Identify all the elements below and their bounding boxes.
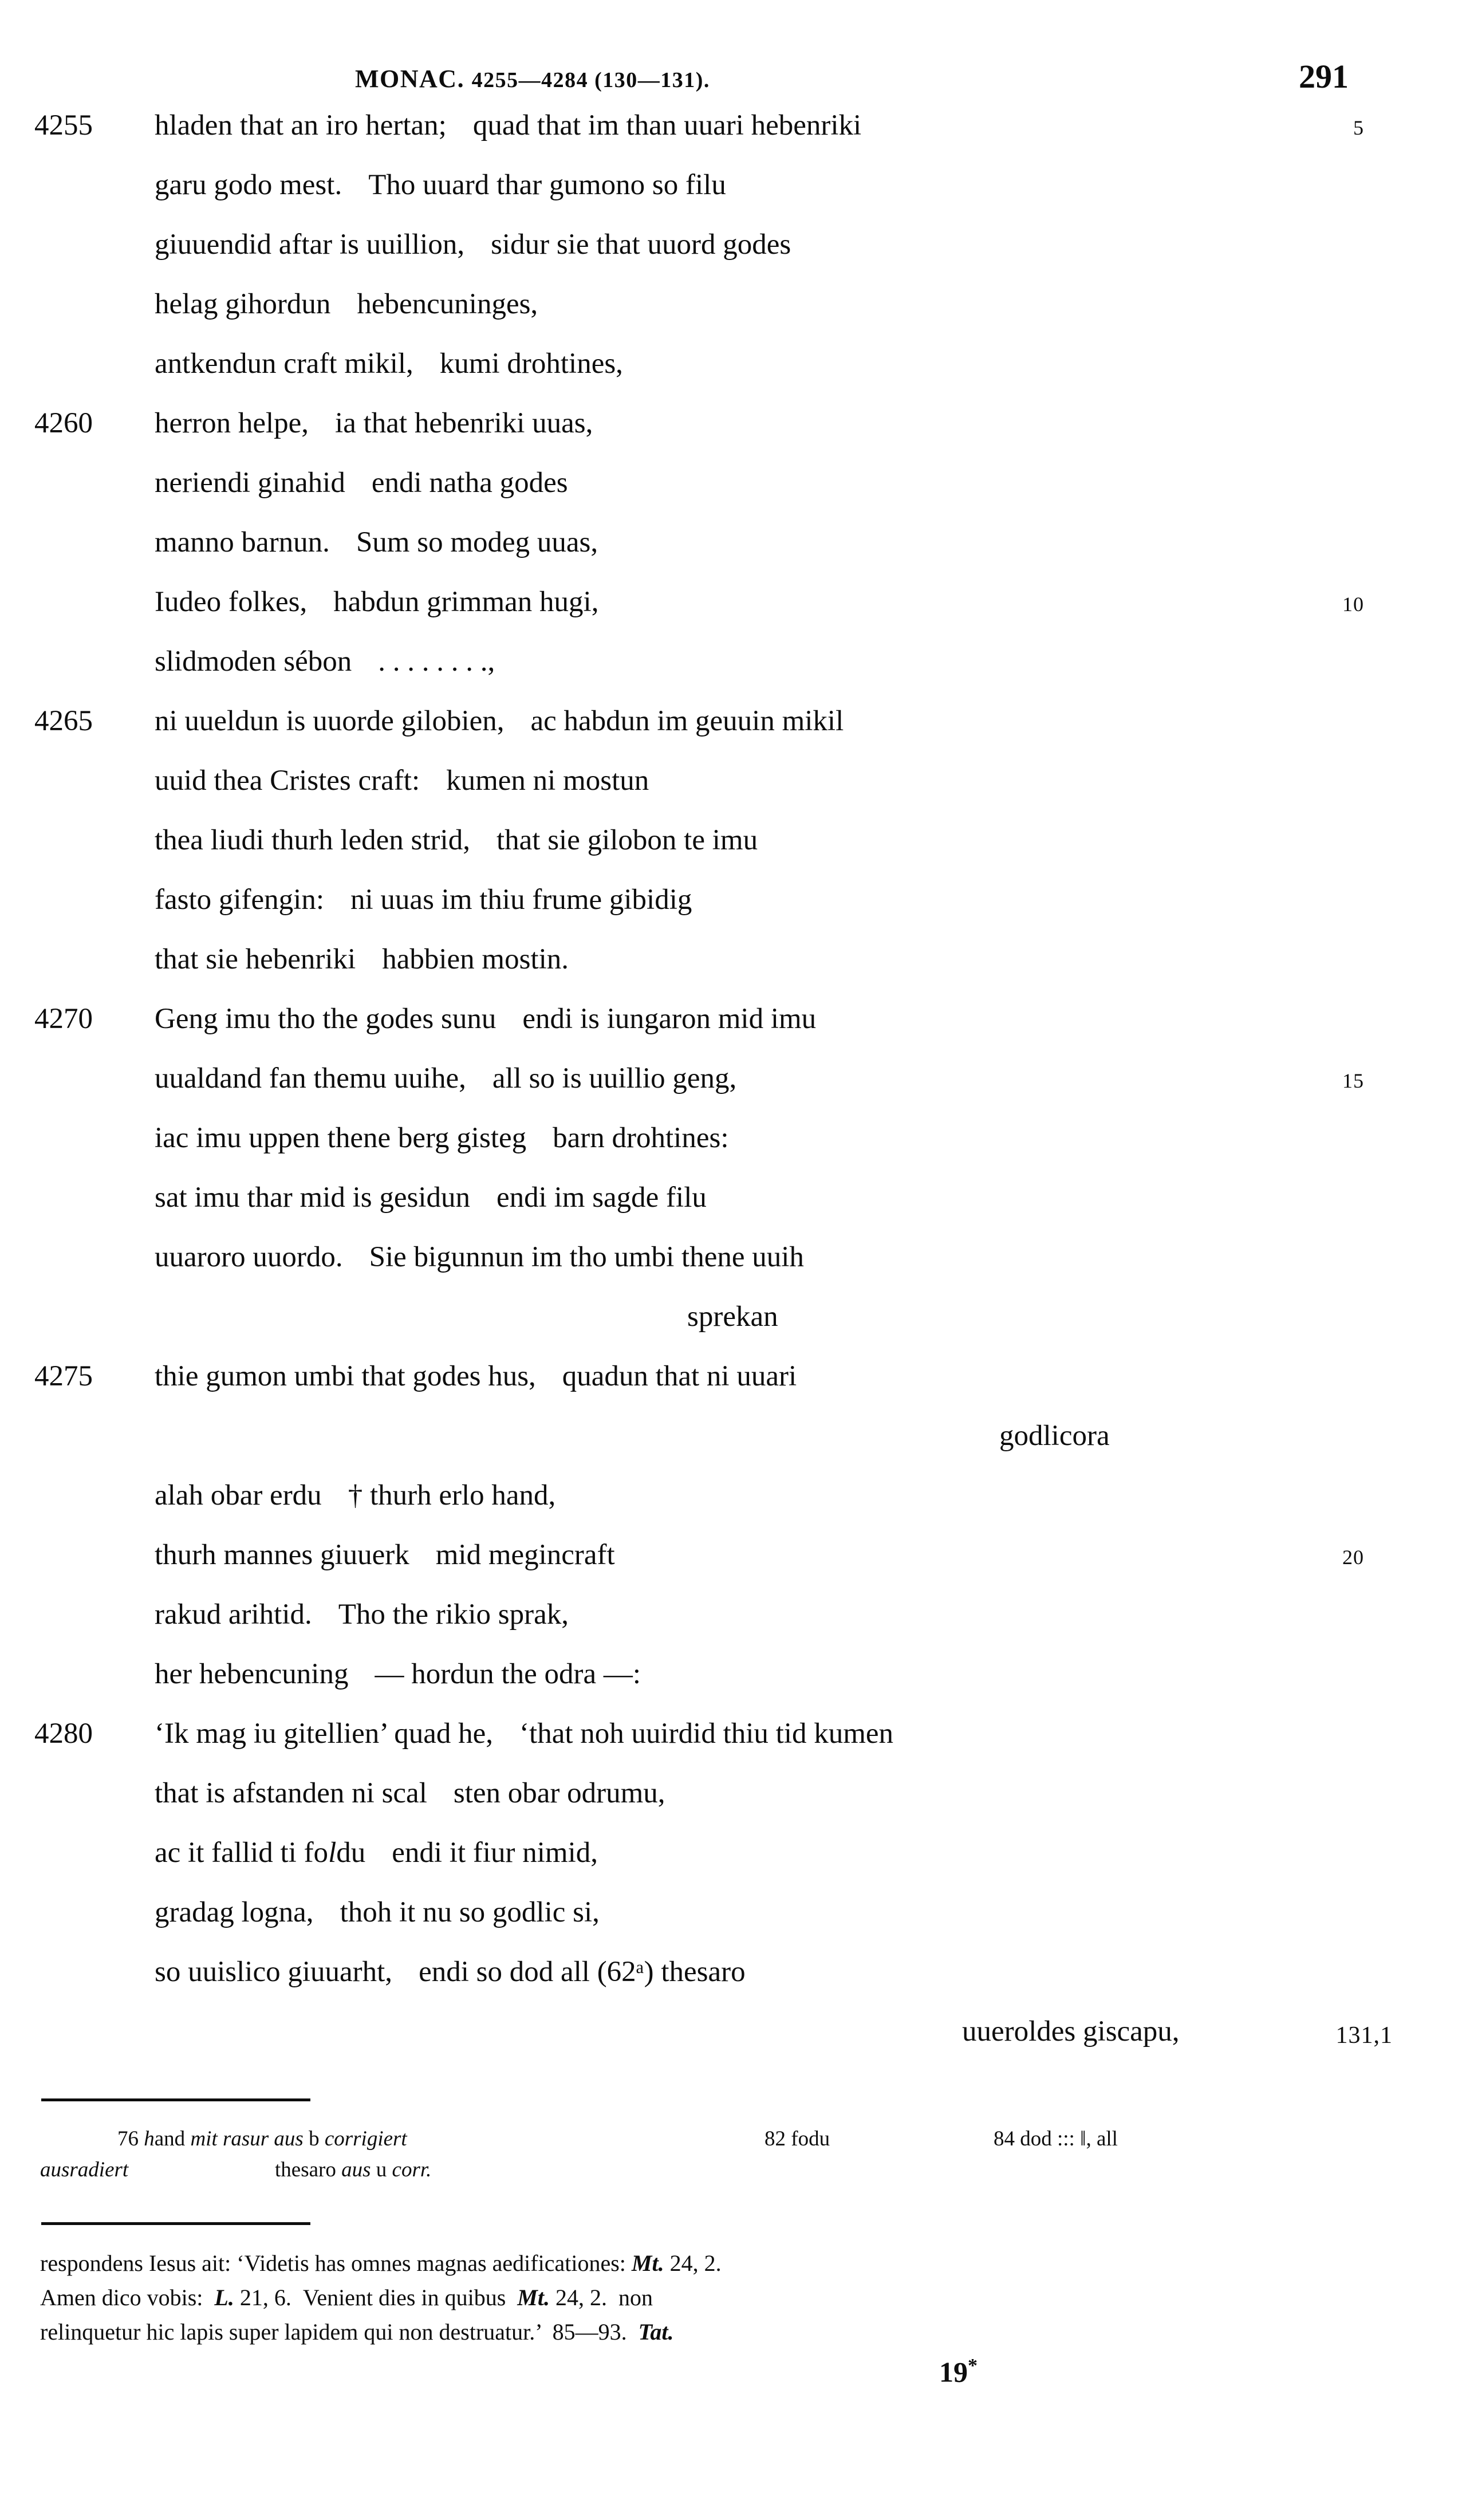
- verse-line-text: [155, 1121, 729, 1155]
- marginal-line-number: 20: [1342, 1546, 1364, 1569]
- verse-line: [0, 1657, 1466, 1717]
- apparatus-linenum: 76: [117, 2127, 139, 2151]
- latin-text: relinquetur hic lapis super lapidem qui non destruatur.’: [40, 2319, 541, 2345]
- verse-line: [0, 645, 1466, 704]
- verse-halfline-b: . . . . . . . .,: [378, 645, 495, 678]
- verse-halfline-b: all so is uuillio geng,: [492, 1062, 737, 1094]
- verse-halfline-b: ia that hebenriki uuas,: [335, 407, 593, 439]
- verse-line: [0, 824, 1466, 883]
- apparatus-entry-84: [994, 2124, 1118, 2155]
- verse-line: [0, 526, 1466, 585]
- verse-halfline-b: that sie gilobon te imu: [496, 824, 758, 856]
- apparatus-letter: u: [376, 2158, 387, 2182]
- verse-halfline-b: — hordun the odra —:: [375, 1658, 641, 1690]
- apparatus-letter: b: [309, 2127, 320, 2151]
- running-head-title-range: 4255—4284 (130—131).: [471, 68, 710, 92]
- verse-line: [0, 1241, 1466, 1300]
- verse-halfline-a: hladen that an iro hertan;: [155, 109, 447, 141]
- verse-line: [0, 407, 1466, 466]
- apparatus-entry-76: [117, 2124, 407, 2155]
- verse-line-text: [155, 1241, 804, 1274]
- latin-text: Amen dico vobis:: [40, 2285, 203, 2310]
- verse-line-text: [155, 585, 598, 619]
- latin-reference: 24, 2.: [555, 2285, 607, 2310]
- apparatus-gloss: ausradiert: [40, 2158, 129, 2182]
- verse-line: [0, 1479, 1466, 1538]
- latin-line: [0, 2281, 1466, 2315]
- verse-halfline-b: godlicora: [999, 1420, 1110, 1452]
- latin-sigla: Mt.: [517, 2285, 550, 2310]
- verse-halfline-a: garu godo mest.: [155, 169, 342, 201]
- verse-line: [0, 1836, 1466, 1896]
- verse-line: [0, 764, 1466, 824]
- verse-halfline-a: that sie hebenriki: [155, 943, 356, 975]
- verse-line-text: [155, 704, 844, 738]
- apparatus-gloss: corrigiert: [324, 2127, 407, 2151]
- latin-text: respondens Iesus ait: ‘Videtis has omnes magnas aedificationes:: [40, 2250, 626, 2276]
- verse-halfline-a: herron helpe,: [155, 407, 309, 439]
- apparatus-linenum: 82: [764, 2127, 786, 2151]
- verse-halfline-a: slidmoden sébon: [155, 645, 352, 678]
- verse-halfline-b: habdun grimman hugi,: [333, 586, 599, 618]
- latin-sigla: Tat.: [638, 2319, 674, 2345]
- verse-line-text: [155, 1717, 893, 1750]
- apparatus-gloss: aus: [341, 2158, 371, 2182]
- verse-line-number: 4275: [34, 1360, 93, 1392]
- verse-line: [0, 1598, 1466, 1657]
- verse-line-text: [155, 883, 692, 916]
- verse-line: [0, 2015, 1466, 2074]
- verse-line-text: [155, 764, 649, 797]
- verse-halfline-a: uualdand fan themu uuihe,: [155, 1062, 466, 1094]
- verse-halfline-a: helag gihordun: [155, 288, 331, 320]
- marginal-line-number: 15: [1342, 1069, 1364, 1092]
- apparatus-rule: [41, 2098, 310, 2101]
- verse-halfline-b: endi it fiur nimid,: [392, 1837, 598, 1869]
- verse-halfline-b: endi so dod all (62ᵃ) thesaro: [419, 1956, 746, 1988]
- verse-line-text: [155, 466, 568, 499]
- verse-line-text: [155, 168, 726, 202]
- verse-line-number: 4270: [34, 1003, 93, 1035]
- verse-line: [0, 1002, 1466, 1062]
- verse-line: [0, 1777, 1466, 1836]
- latin-source-apparatus: [0, 2246, 1466, 2349]
- verse-halfline-b: ‘that noh uuirdid thiu tid kumen: [519, 1718, 894, 1750]
- verse-line-text: [962, 2015, 1180, 2048]
- verse-line: [0, 704, 1466, 764]
- verse-line-text: [155, 1062, 736, 1095]
- verse-halfline-a: rakud arihtid.: [155, 1598, 312, 1631]
- verse-halfline-a: gradag logna,: [155, 1896, 314, 1928]
- apparatus-entry-thesaro: [275, 2155, 431, 2186]
- latin-reference: 24, 2.: [669, 2250, 722, 2276]
- verse-line: [0, 883, 1466, 943]
- running-head: [0, 0, 1466, 95]
- verse-line-text: [155, 1538, 615, 1572]
- verse-block: [0, 109, 1466, 2074]
- signature-number: 19: [939, 2356, 968, 2388]
- verse-line-text: [155, 1896, 600, 1929]
- apparatus-word: thesaro: [275, 2158, 336, 2182]
- verse-line-text: [155, 1002, 816, 1035]
- verse-line-text: [155, 1657, 641, 1691]
- verse-line: [0, 1062, 1466, 1121]
- verse-halfline-a: manno barnun.: [155, 526, 330, 558]
- verse-halfline-b: thoh it nu so godlic si,: [340, 1896, 600, 1928]
- verse-halfline-b: kumen ni mostun: [446, 765, 649, 797]
- latin-text: non: [618, 2285, 653, 2310]
- verse-halfline-b: endi im sagde filu: [496, 1182, 707, 1214]
- verse-halfline-b: endi is iungaron mid imu: [522, 1003, 817, 1035]
- verse-line: [0, 168, 1466, 228]
- verse-line-text: [155, 645, 495, 678]
- verse-halfline-b: quad that im than uuari hebenriki: [472, 109, 862, 141]
- verse-line-number: 4265: [34, 705, 93, 737]
- apparatus-gloss: mit rasur aus: [190, 2127, 304, 2151]
- verse-line: [0, 1538, 1466, 1598]
- verse-halfline-b: barn drohtines:: [553, 1122, 729, 1154]
- verse-line: [0, 466, 1466, 526]
- verse-line-text: [687, 1300, 778, 1333]
- apparatus-linenum: 84: [994, 2127, 1015, 2151]
- verse-line: [0, 1121, 1466, 1181]
- signature-star: *: [968, 2355, 978, 2376]
- verse-italic-letter: l: [328, 1837, 337, 1869]
- verse-halfline-b: ac habdun im geuuin mikil: [530, 705, 844, 737]
- verse-line: [0, 109, 1466, 168]
- verse-line: [0, 943, 1466, 1002]
- verse-halfline-b: habbien mostin.: [382, 943, 569, 975]
- verse-line-text: [155, 1955, 746, 1989]
- verse-line: [0, 1181, 1466, 1241]
- verse-halfline-b: sidur sie that uuord godes: [491, 229, 791, 261]
- verse-halfline-b: kumi drohtines,: [439, 348, 623, 380]
- verse-line-text: [155, 228, 791, 261]
- verse-line: [0, 1896, 1466, 1955]
- verse-line-text: [155, 407, 593, 440]
- signature-mark: [939, 2355, 978, 2389]
- verse-halfline-a: ‘Ik mag iu gitellien’ quad he,: [155, 1718, 494, 1750]
- verse-halfline-b: endi natha godes: [371, 467, 568, 499]
- running-head-title: [355, 64, 710, 93]
- latin-sigla: Mt.: [631, 2250, 664, 2276]
- verse-halfline-b: Tho the rikio sprak,: [338, 1598, 569, 1631]
- verse-halfline-a: fasto gifengin:: [155, 884, 325, 916]
- latin-reference: 85—93.: [552, 2319, 627, 2345]
- verse-line: [0, 1419, 1466, 1479]
- latin-reference: 21, 6.: [239, 2285, 291, 2310]
- verse-line: [0, 1955, 1466, 2015]
- verse-line: [0, 1300, 1466, 1360]
- verse-line-text: [155, 1836, 598, 1869]
- verse-halfline-a: her hebencuning: [155, 1658, 349, 1690]
- latin-sigla: L.: [214, 2285, 234, 2310]
- verse-halfline-b: mid megincraft: [435, 1539, 615, 1571]
- verse-line-number: 4255: [34, 109, 93, 141]
- verse-line-number: 4280: [34, 1718, 93, 1750]
- verse-halfline-b: Sum so modeg uuas,: [356, 526, 598, 558]
- verse-halfline-b: uueroldes giscapu,: [962, 2015, 1180, 2048]
- verse-halfline-a: ac it fallid ti fo: [155, 1837, 329, 1869]
- verse-line-text: [155, 1360, 797, 1393]
- verse-halfline-a: alah obar erdu: [155, 1479, 322, 1511]
- verse-halfline-a-tail: du: [336, 1837, 366, 1869]
- folio-reference: 131,1: [1335, 2022, 1393, 2049]
- verse-line-text: [155, 1598, 569, 1631]
- verse-line: [0, 288, 1466, 347]
- verse-halfline-b: quadun that ni uuari: [562, 1360, 797, 1392]
- apparatus-word: dod ::: ‖, all: [1020, 2127, 1118, 2151]
- verse-line-text: [155, 1479, 555, 1512]
- verse-line: [0, 1360, 1466, 1419]
- running-head-title-main: MONAC.: [355, 65, 465, 93]
- verse-halfline-b: hebencuninges,: [357, 288, 538, 320]
- latin-line: [0, 2246, 1466, 2281]
- verse-line: [0, 585, 1466, 645]
- marginal-line-number: 5: [1353, 116, 1364, 139]
- verse-line-text: [155, 824, 758, 857]
- apparatus-entry-82: [764, 2124, 830, 2155]
- verse-halfline-b: † thurh erlo hand,: [348, 1479, 556, 1511]
- verse-halfline-b: Tho uuard thar gumono so filu: [368, 169, 726, 201]
- verse-halfline-a: ni uueldun is uuorde gilobien,: [155, 705, 505, 737]
- verse-line: [0, 228, 1466, 288]
- verse-halfline-b: Sie bigunnun im tho umbi thene uuih: [369, 1241, 804, 1273]
- verse-line-text: [155, 526, 598, 559]
- verse-line-text: [155, 1777, 665, 1810]
- verse-line-number: 4260: [34, 407, 93, 439]
- verse-halfline-b: sprekan: [687, 1301, 778, 1333]
- verse-halfline-a: sat imu thar mid is gesidun: [155, 1182, 471, 1214]
- verse-line-text: [155, 943, 569, 976]
- verse-halfline-b: sten obar odrumu,: [453, 1777, 665, 1809]
- verse-line: [0, 1717, 1466, 1777]
- verse-halfline-a: thie gumon umbi that godes hus,: [155, 1360, 536, 1392]
- verse-halfline-a: antkendun craft mikil,: [155, 348, 413, 380]
- latin-line: [0, 2315, 1466, 2349]
- verse-line: [0, 347, 1466, 407]
- verse-halfline-a: uuid thea Cristes craft:: [155, 765, 420, 797]
- page-number: 291: [1299, 58, 1349, 95]
- marginal-line-number: 10: [1342, 593, 1364, 616]
- verse-line-text: [155, 347, 623, 380]
- verse-halfline-a: uuaroro uuordo.: [155, 1241, 343, 1273]
- apparatus-word: fodu: [791, 2127, 830, 2151]
- latin-apparatus-rule: [41, 2222, 310, 2225]
- verse-line-text: [155, 1181, 707, 1214]
- verse-halfline-a: Geng imu tho the godes sunu: [155, 1003, 496, 1035]
- verse-halfline-a: thea liudi thurh leden strid,: [155, 824, 470, 856]
- verse-halfline-a: that is afstanden ni scal: [155, 1777, 427, 1809]
- verse-halfline-a: thurh mannes giuuerk: [155, 1539, 409, 1571]
- verse-halfline-a: giuuendid aftar is uuillion,: [155, 229, 465, 261]
- verse-halfline-a: neriendi ginahid: [155, 467, 345, 499]
- verse-halfline-a: Iudeo folkes,: [155, 586, 308, 618]
- apparatus-word: and: [154, 2127, 186, 2151]
- verse-line-text: [155, 288, 538, 321]
- verse-halfline-b: ni uuas im thiu frume gibidig: [350, 884, 692, 916]
- apparatus-italic-h: h: [144, 2127, 155, 2151]
- verse-halfline-a: so uuislico giuuarht,: [155, 1956, 393, 1988]
- verse-halfline-a: iac imu uppen thene berg gisteg: [155, 1122, 527, 1154]
- latin-text: Venient dies in quibus: [302, 2285, 506, 2310]
- verse-line-text: [999, 1419, 1110, 1452]
- apparatus-gloss: corr.: [392, 2158, 432, 2182]
- verse-line-text: [155, 109, 861, 142]
